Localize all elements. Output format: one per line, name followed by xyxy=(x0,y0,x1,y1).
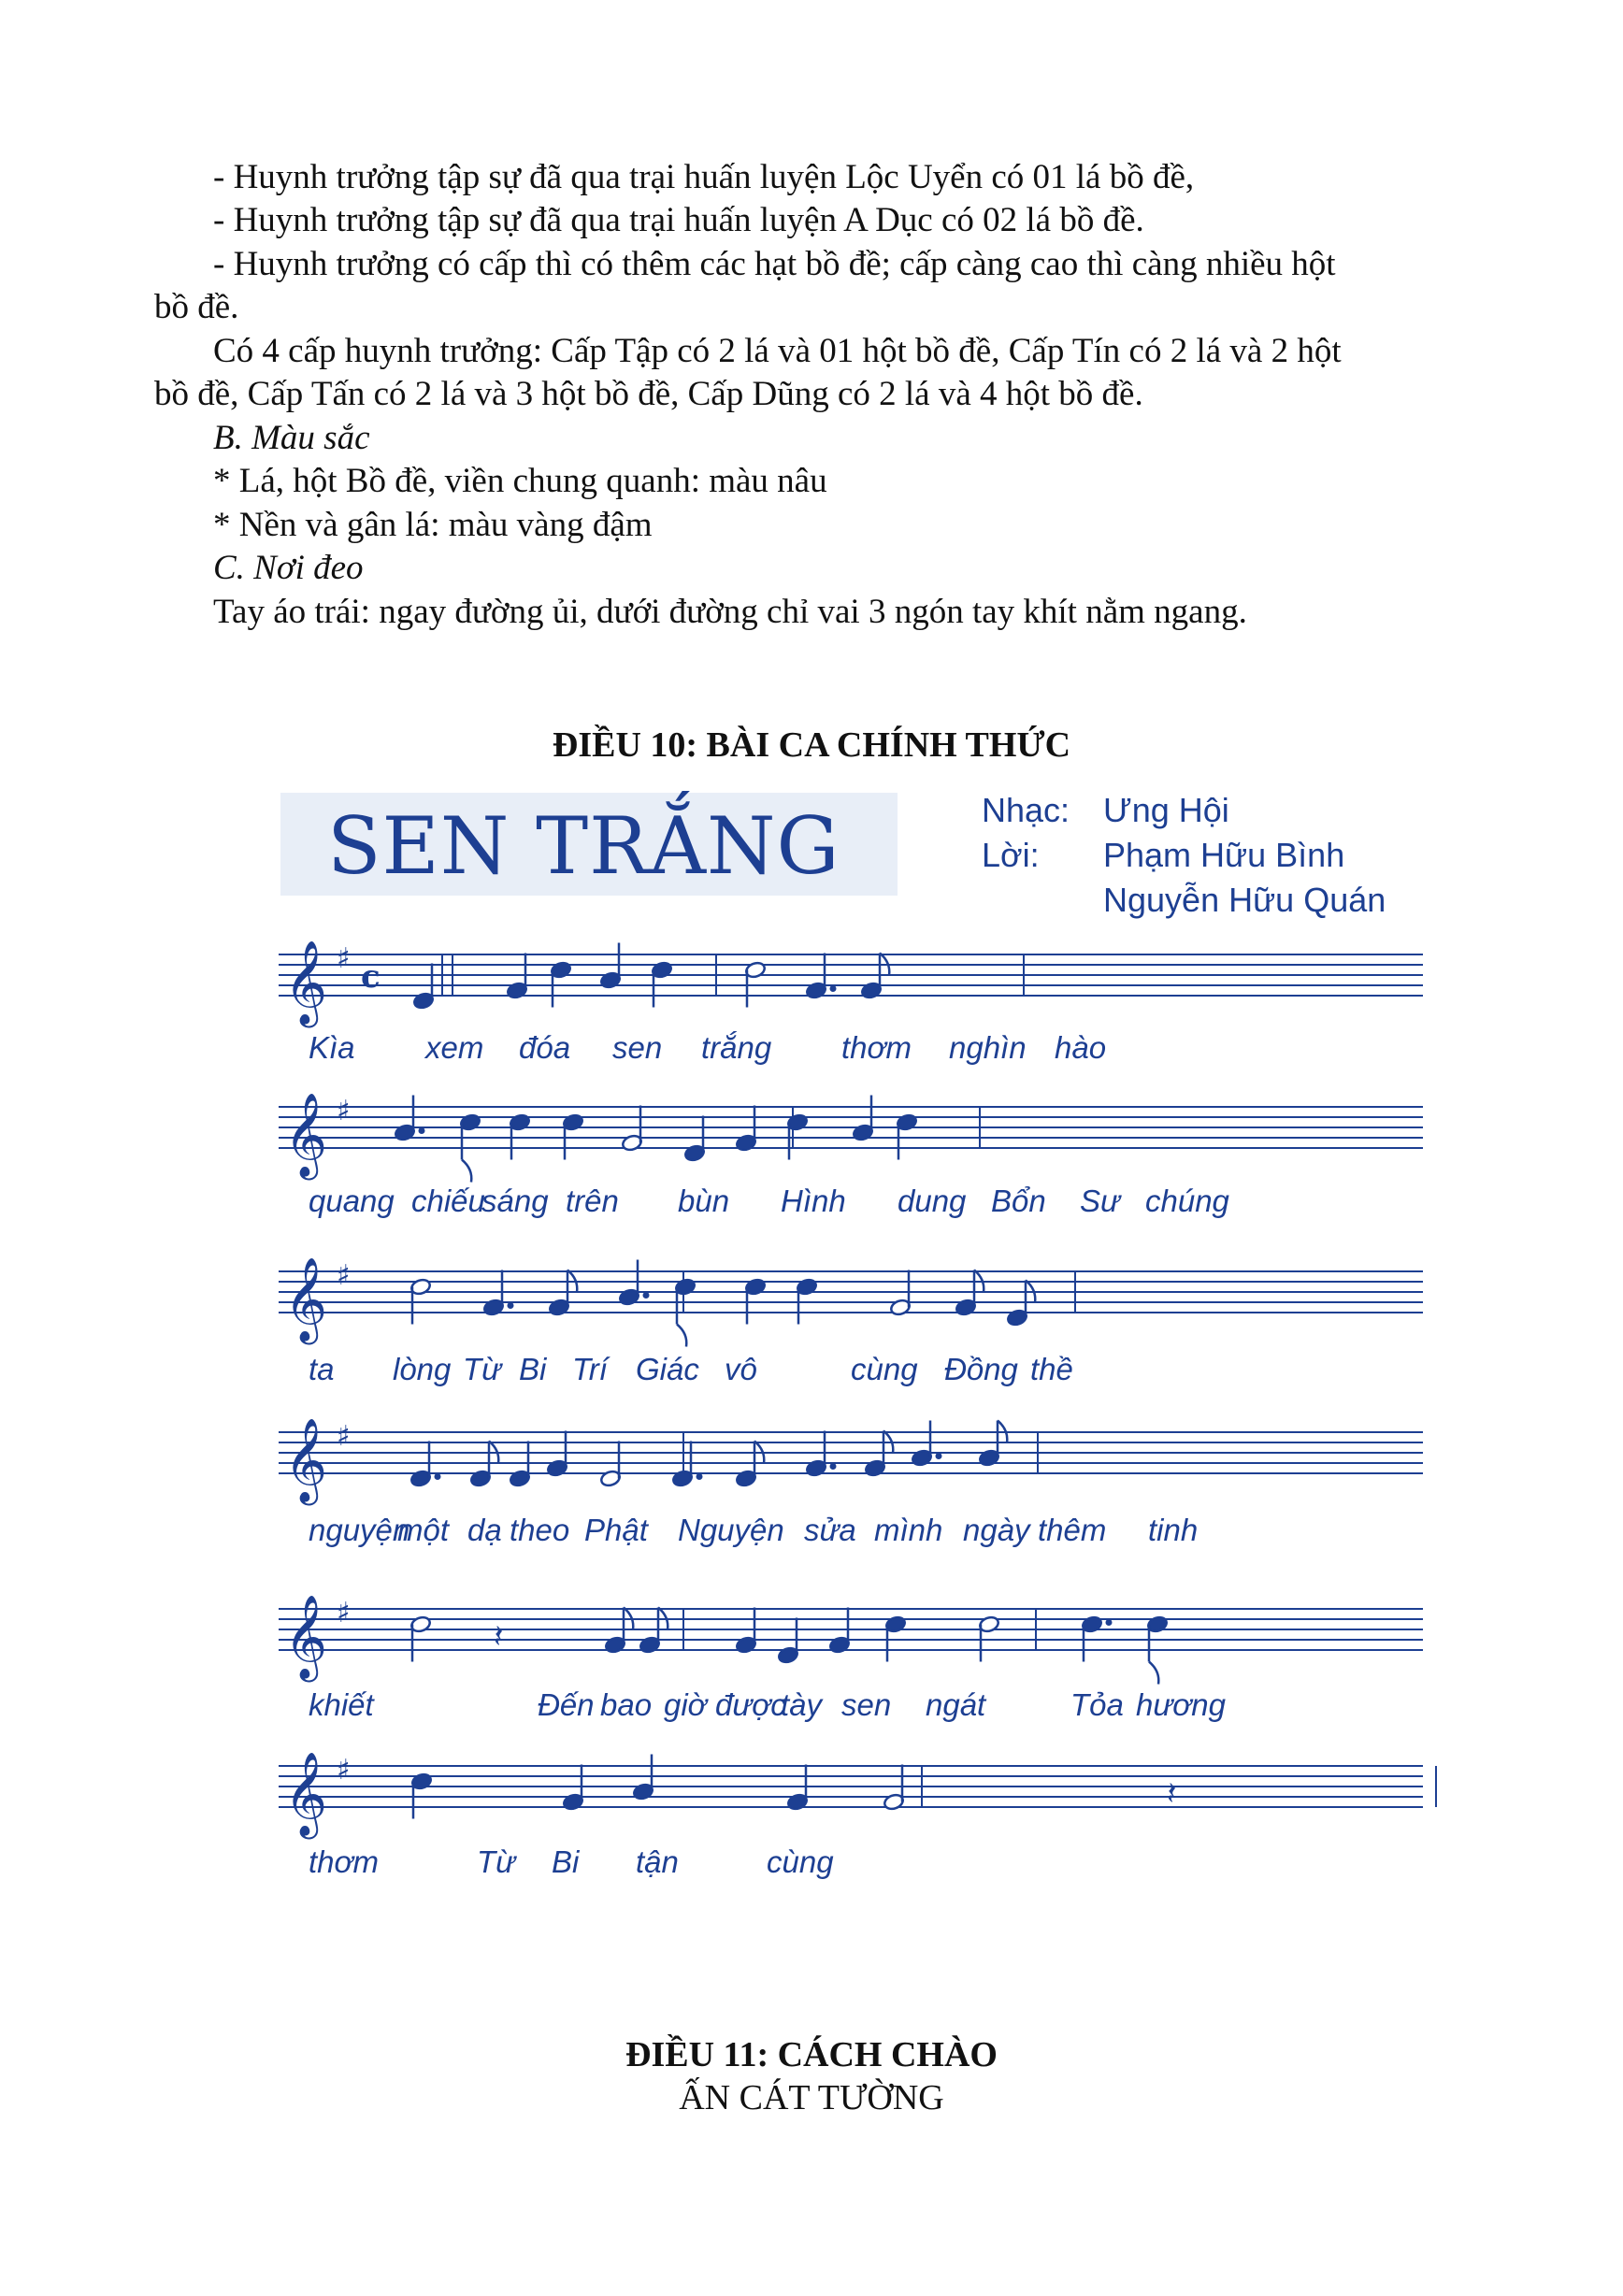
lyric-word: tày xyxy=(781,1687,823,1722)
sheet-music xyxy=(252,774,1440,1905)
lyric-word: Kìa xyxy=(309,1030,355,1065)
lyric-word: theo xyxy=(510,1513,570,1547)
note-dot xyxy=(830,985,837,992)
lyric-word: chiếu xyxy=(411,1184,485,1218)
section-color-heading: B. Màu sắc xyxy=(213,419,370,457)
lyric-word: giờ xyxy=(664,1687,707,1722)
treble-clef: 𝄞 xyxy=(284,1257,328,1342)
music-author: Ưng Hội xyxy=(1103,791,1229,829)
note-flag xyxy=(1149,1662,1158,1685)
lyricist-1: Phạm Hữu Bình xyxy=(1103,836,1345,874)
time-signature: c xyxy=(361,958,381,996)
key-signature-sharp: ♯ xyxy=(337,1420,351,1453)
lyric-word: thề xyxy=(1030,1352,1073,1386)
lyric-word: Đến xyxy=(538,1687,595,1722)
lyric-word: tận xyxy=(636,1844,679,1879)
lyric-word: Bổn xyxy=(991,1184,1046,1218)
lyric-word: hào xyxy=(1055,1030,1107,1065)
paragraph-levels-line2: bồ đề, Cấp Tấn có 2 lá và 3 hột bồ đề, Cấp Dũng có 2 lá và 4 hột bồ đề. xyxy=(154,375,1143,413)
lyric-word: thơm xyxy=(841,1030,912,1065)
note-dot xyxy=(643,1292,650,1299)
lyric-word: Đồng xyxy=(944,1352,1018,1386)
wear-text: Tay áo trái: ngay đường ủi, dưới đường chỉ vai 3 ngón tay khít nằm ngang. xyxy=(213,593,1247,631)
key-signature-sharp: ♯ xyxy=(337,1259,351,1292)
note-dot xyxy=(936,1453,942,1459)
lyric-word: dung xyxy=(898,1184,967,1218)
note-dot xyxy=(419,1127,425,1134)
subheading-an-cat-tuong: ẤN CÁT TƯỜNG xyxy=(679,2078,944,2117)
lyric-word: ta xyxy=(309,1352,335,1386)
lyric-word: sen xyxy=(841,1687,892,1722)
key-signature-sharp: ♯ xyxy=(337,1754,351,1787)
lyric-word: hương xyxy=(1136,1687,1226,1722)
lyric-word: Bi xyxy=(519,1352,547,1386)
lyric-word: mình xyxy=(874,1513,943,1547)
treble-clef: 𝄞 xyxy=(284,1418,328,1502)
lyric-word: Từ xyxy=(477,1844,516,1879)
note-dot xyxy=(435,1473,441,1480)
lyric-word: ngày xyxy=(963,1513,1030,1547)
section-wear-heading: C. Nơi đeo xyxy=(213,549,364,587)
paragraph-loc-uyen: - Huynh trưởng tập sự đã qua trại huấn luyện Lộc Uyển có 01 lá bồ đề, xyxy=(213,158,1195,196)
color-item-1: * Lá, hột Bồ đề, viền chung quanh: màu nâu xyxy=(213,462,827,500)
lyric-word: nguyện xyxy=(309,1513,410,1547)
lyric-word: cùng xyxy=(767,1844,834,1879)
lyric-word: Hình xyxy=(781,1184,846,1218)
paragraph-cap-line2: bồ đề. xyxy=(154,288,239,326)
lyric-word: chúng xyxy=(1145,1184,1229,1218)
lyric-word: ngát xyxy=(926,1687,986,1722)
lyric-word: dạ xyxy=(467,1513,502,1547)
lyric-word: Trí xyxy=(572,1352,608,1386)
lyric-word: đóa xyxy=(519,1030,571,1065)
lyric-word: sửa xyxy=(804,1513,856,1547)
lyric-word: tinh xyxy=(1148,1513,1199,1547)
lyric-word: Bi xyxy=(552,1844,580,1879)
treble-clef: 𝄞 xyxy=(284,940,328,1025)
lyric-word: bao xyxy=(600,1687,653,1722)
lyric-word: Tỏa xyxy=(1070,1687,1124,1722)
lyric-word: bùn xyxy=(678,1184,730,1218)
lyric-word: Giác xyxy=(636,1352,699,1386)
paragraph-a-duc: - Huynh trưởng tập sự đã qua trại huấn luyện A Dục có 02 lá bồ đề. xyxy=(213,201,1144,239)
lyric-word: khiết xyxy=(309,1687,374,1722)
heading-dieu-10: ĐIỀU 10: BÀI CA CHÍNH THỨC xyxy=(552,725,1071,765)
music-label: Nhạc: xyxy=(982,791,1070,829)
song-title: SEN TRẮNG xyxy=(327,800,840,892)
quarter-rest: 𝄽 xyxy=(1167,1775,1177,1813)
note-dot xyxy=(1106,1619,1113,1626)
lyric-word: sen xyxy=(612,1030,663,1065)
paragraph-levels-line1: Có 4 cấp huynh trưởng: Cấp Tập có 2 lá và 01 hột bồ đề, Cấp Tín có 2 lá và 2 hột xyxy=(213,332,1342,370)
lyric-word: được xyxy=(715,1687,786,1722)
quarter-rest: 𝄽 xyxy=(494,1618,504,1656)
lyric-word: thêm xyxy=(1038,1513,1107,1547)
lyric-word: cùng xyxy=(851,1352,918,1386)
paragraph-cap-line1: - Huynh trưởng có cấp thì có thêm các hạt bồ đề; cấp càng cao thì càng nhiều hột xyxy=(213,245,1336,283)
lyric-word: Nguyện xyxy=(678,1513,784,1547)
lyric-word: xem xyxy=(425,1030,484,1065)
lyricist-2: Nguyễn Hữu Quán xyxy=(1103,881,1386,919)
note-dot xyxy=(697,1473,703,1480)
lyric-word: thơm xyxy=(309,1844,379,1879)
lyric-word: quang xyxy=(309,1184,395,1218)
lyric-word: trên xyxy=(566,1184,619,1218)
key-signature-sharp: ♯ xyxy=(337,1597,351,1629)
key-signature-sharp: ♯ xyxy=(337,942,351,975)
heading-dieu-11: ĐIỀU 11: CÁCH CHÀO xyxy=(625,2035,998,2074)
note-flag xyxy=(462,1160,471,1183)
lyric-word: nghìn xyxy=(949,1030,1027,1065)
note-flag xyxy=(677,1325,686,1347)
note-dot xyxy=(830,1463,837,1470)
lyric-word: Từ xyxy=(463,1352,502,1386)
key-signature-sharp: ♯ xyxy=(337,1095,351,1127)
lyrics-label: Lời: xyxy=(982,836,1040,874)
treble-clef: 𝄞 xyxy=(284,1595,328,1679)
lyric-word: Sư xyxy=(1080,1184,1120,1218)
treble-clef: 𝄞 xyxy=(284,1752,328,1836)
music-staves xyxy=(252,774,1440,1905)
lyric-word: sáng xyxy=(481,1184,549,1218)
lyric-word: vô xyxy=(725,1352,757,1386)
color-item-2: * Nền và gân lá: màu vàng đậm xyxy=(213,506,653,544)
lyric-word: lòng xyxy=(393,1352,452,1386)
lyric-word: trắng xyxy=(701,1030,772,1065)
treble-clef: 𝄞 xyxy=(284,1093,328,1177)
note-dot xyxy=(508,1302,514,1309)
lyric-word: Phật xyxy=(584,1513,648,1547)
lyric-word: một xyxy=(397,1513,450,1547)
